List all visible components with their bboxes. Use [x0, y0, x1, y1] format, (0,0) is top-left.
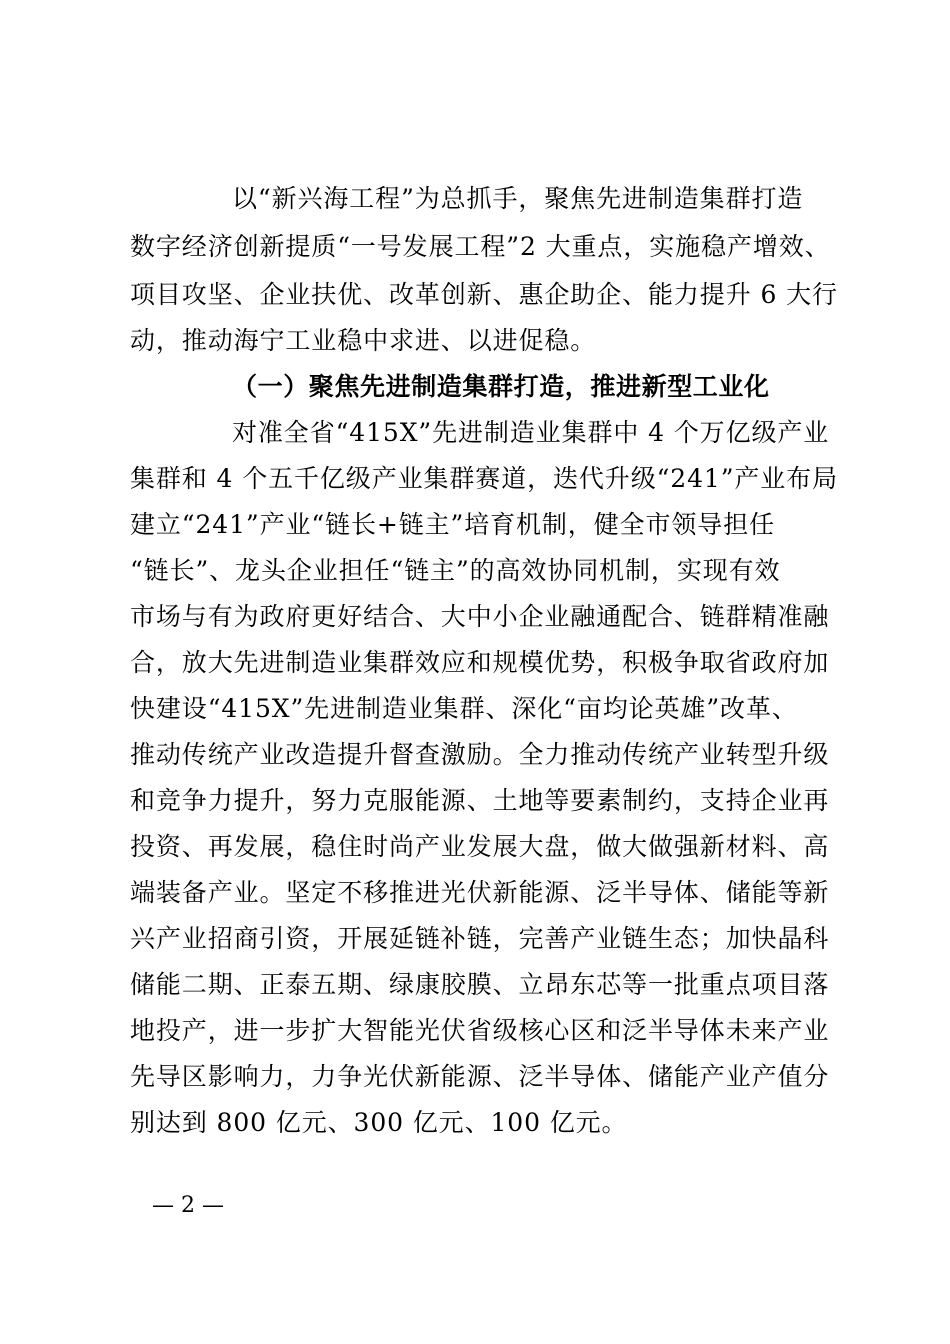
paragraph-2-line-5: 市场与有为政府更好结合、大中小企业融通配合、链群精准融 — [130, 602, 830, 631]
paragraph-2-line-14: 地投产，进一步扩大智能光伏省级核心区和泛半导体未来产业 — [130, 1016, 830, 1045]
paragraph-2-line-8: 推动传统产业改造提升督查激励。全力推动传统产业转型升级 — [130, 740, 830, 769]
paragraph-2-line-2: 集群和 4 个五千亿级产业集群赛道，迭代升级“241”产业布局 — [130, 464, 838, 493]
paragraph-2-line-7: 快建设“415X”先进制造业集群、深化“亩均论英雄”改革、 — [130, 694, 798, 723]
paragraph-1-line-3: 项目攻坚、企业扶优、改革创新、惠企助企、能力提升 6 大行 — [130, 280, 838, 309]
paragraph-2-line-10: 投资、再发展，稳住时尚产业发展大盘，做大做强新材料、高 — [130, 832, 830, 861]
paragraph-2-line-6: 合，放大先进制造业集群效应和规模优势，积极争取省政府加 — [130, 648, 830, 677]
page-number: — 2 — — [152, 1193, 224, 1218]
paragraph-2-line-15: 先导区影响力，力争光伏新能源、泛半导体、储能产业产值分 — [130, 1062, 830, 1091]
paragraph-2-line-12: 兴产业招商引资，开展延链补链，完善产业链生态；加快晶科 — [130, 924, 830, 953]
paragraph-2-line-9: 和竞争力提升，努力克服能源、土地等要素制约，支持企业再 — [130, 786, 830, 815]
section-heading: （一）聚焦先进制造集群打造，推进新型工业化 — [232, 372, 770, 401]
paragraph-1-line-2: 数字经济创新提质“一号发展工程”2 大重点，实施稳产增效、 — [130, 232, 831, 261]
paragraph-1-line-1: 以“新兴海工程”为总抓手，聚焦先进制造集群打造 — [232, 184, 804, 213]
paragraph-2-line-4: “链长”、龙头企业担任“链主”的高效协同机制，实现有效 — [130, 556, 781, 585]
paragraph-2-line-16: 别达到 800 亿元、300 亿元、100 亿元。 — [130, 1108, 628, 1137]
paragraph-2-line-13: 储能二期、正泰五期、绿康胶膜、立昂东芯等一批重点项目落 — [130, 970, 830, 999]
paragraph-1-line-4: 动，推动海宁工业稳中求进、以进促稳。 — [130, 326, 597, 355]
paragraph-2-line-3: 建立“241”产业“链长+链主”培育机制，健全市领导担任 — [130, 510, 775, 539]
paragraph-2-line-11: 端装备产业。坚定不移推进光伏新能源、泛半导体、储能等新 — [130, 878, 830, 907]
paragraph-2-line-1: 对准全省“415X”先进制造业集群中 4 个万亿级产业 — [232, 418, 830, 447]
